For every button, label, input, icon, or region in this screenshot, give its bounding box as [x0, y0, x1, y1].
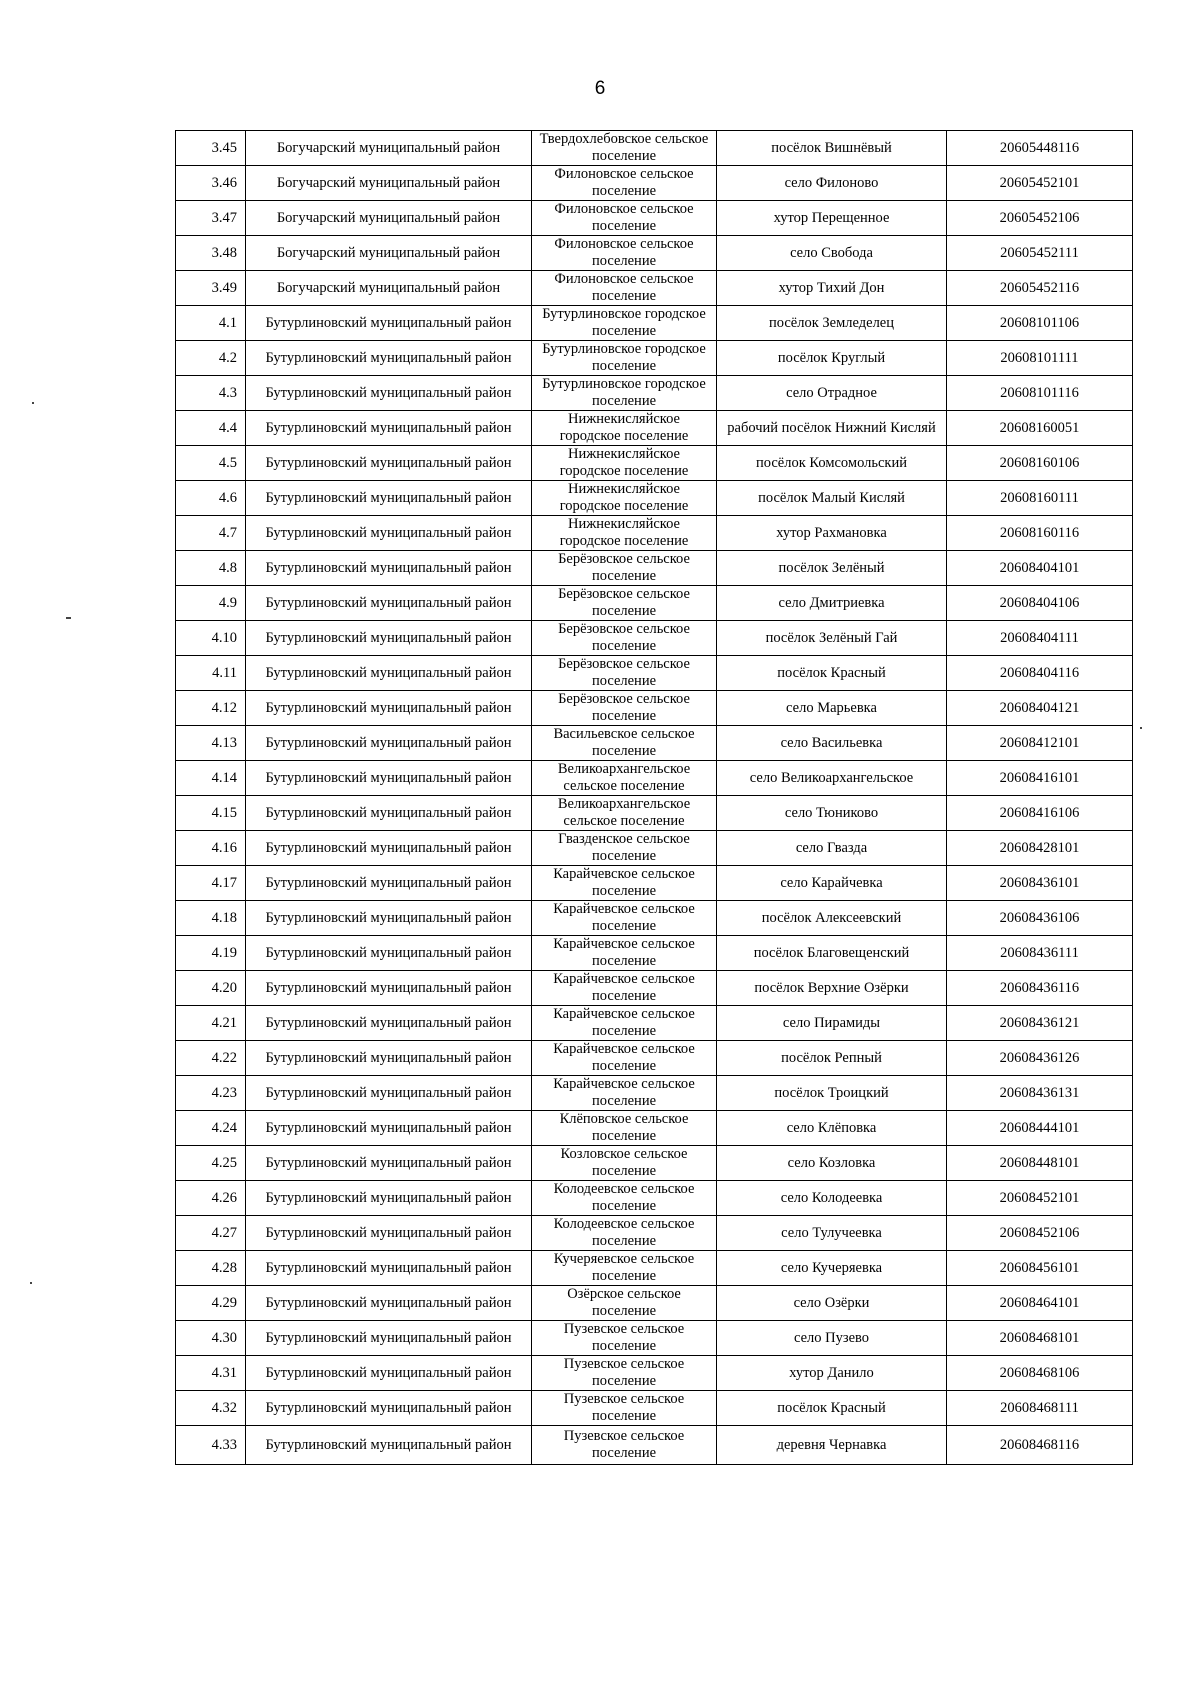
cell-district: Бутурлиновский муниципальный район [246, 796, 532, 831]
cell-oktmo-code: 20605452111 [947, 236, 1133, 271]
table-row [176, 1321, 1133, 1356]
cell-locality: посёлок Круглый [717, 341, 947, 376]
cell-district: Бутурлиновский муниципальный район [246, 411, 532, 446]
cell-number: 4.33 [176, 1426, 246, 1465]
cell-locality: село Филоново [717, 166, 947, 201]
table-row [176, 271, 1133, 306]
cell-oktmo-code: 20608436121 [947, 1006, 1133, 1041]
cell-settlement: Нижнекисляйское городское поселение [532, 481, 717, 516]
cell-number: 4.5 [176, 446, 246, 481]
cell-district: Бутурлиновский муниципальный район [246, 1321, 532, 1356]
cell-district: Бутурлиновский муниципальный район [246, 831, 532, 866]
cell-number: 4.17 [176, 866, 246, 901]
table-row [176, 621, 1133, 656]
cell-district: Бутурлиновский муниципальный район [246, 691, 532, 726]
cell-oktmo-code: 20608412101 [947, 726, 1133, 761]
cell-number: 4.3 [176, 376, 246, 411]
cell-number: 4.7 [176, 516, 246, 551]
cell-locality: село Озёрки [717, 1286, 947, 1321]
cell-settlement: Великоархангельское сельское поселение [532, 796, 717, 831]
table-row [176, 1006, 1133, 1041]
cell-locality: село Гвазда [717, 831, 947, 866]
cell-settlement: Колодеевское сельское поселение [532, 1216, 717, 1251]
cell-oktmo-code: 20608404101 [947, 551, 1133, 586]
cell-number: 4.18 [176, 901, 246, 936]
cell-oktmo-code: 20608452106 [947, 1216, 1133, 1251]
cell-number: 4.2 [176, 341, 246, 376]
cell-number: 4.15 [176, 796, 246, 831]
cell-settlement: Колодеевское сельское поселение [532, 1181, 717, 1216]
cell-number: 4.14 [176, 761, 246, 796]
cell-oktmo-code: 20608404106 [947, 586, 1133, 621]
cell-district: Бутурлиновский муниципальный район [246, 1391, 532, 1426]
cell-settlement: Карайчевское сельское поселение [532, 971, 717, 1006]
cell-number: 4.32 [176, 1391, 246, 1426]
cell-locality: село Васильевка [717, 726, 947, 761]
cell-district: Бутурлиновский муниципальный район [246, 656, 532, 691]
cell-number: 3.48 [176, 236, 246, 271]
cell-settlement: Бутурлиновское городское поселение [532, 306, 717, 341]
cell-settlement: Берёзовское сельское поселение [532, 551, 717, 586]
cell-oktmo-code: 20605448116 [947, 131, 1133, 166]
cell-district: Бутурлиновский муниципальный район [246, 551, 532, 586]
cell-oktmo-code: 20608101116 [947, 376, 1133, 411]
cell-locality: село Колодеевка [717, 1181, 947, 1216]
cell-oktmo-code: 20608464101 [947, 1286, 1133, 1321]
cell-settlement: Берёзовское сельское поселение [532, 586, 717, 621]
cell-district: Бутурлиновский муниципальный район [246, 446, 532, 481]
cell-settlement: Нижнекисляйское городское поселение [532, 411, 717, 446]
table-row [176, 971, 1133, 1006]
cell-locality: посёлок Благовещенский [717, 936, 947, 971]
cell-locality: село Карайчевка [717, 866, 947, 901]
cell-locality: посёлок Зелёный [717, 551, 947, 586]
table-row [176, 1251, 1133, 1286]
cell-oktmo-code: 20608436111 [947, 936, 1133, 971]
cell-locality: посёлок Красный [717, 656, 947, 691]
cell-settlement: Карайчевское сельское поселение [532, 866, 717, 901]
cell-locality: посёлок Зелёный Гай [717, 621, 947, 656]
cell-district: Бутурлиновский муниципальный район [246, 341, 532, 376]
cell-oktmo-code: 20608436101 [947, 866, 1133, 901]
cell-district: Бутурлиновский муниципальный район [246, 866, 532, 901]
cell-locality: село Козловка [717, 1146, 947, 1181]
cell-settlement: Твердохлебовское сельское поселение [532, 131, 717, 166]
cell-settlement: Кучеряевское сельское поселение [532, 1251, 717, 1286]
cell-number: 4.12 [176, 691, 246, 726]
cell-district: Бутурлиновский муниципальный район [246, 726, 532, 761]
cell-settlement: Филоновское сельское поселение [532, 236, 717, 271]
table-row [176, 1391, 1133, 1426]
cell-district: Бутурлиновский муниципальный район [246, 1111, 532, 1146]
cell-district: Бутурлиновский муниципальный район [246, 936, 532, 971]
cell-number: 4.13 [176, 726, 246, 761]
cell-number: 4.10 [176, 621, 246, 656]
cell-oktmo-code: 20605452101 [947, 166, 1133, 201]
table-row [176, 936, 1133, 971]
cell-district: Бутурлиновский муниципальный район [246, 1216, 532, 1251]
cell-number: 4.1 [176, 306, 246, 341]
cell-locality: село Тулучеевка [717, 1216, 947, 1251]
table-row [176, 236, 1133, 271]
cell-oktmo-code: 20608404116 [947, 656, 1133, 691]
cell-locality: село Тюниково [717, 796, 947, 831]
cell-number: 4.30 [176, 1321, 246, 1356]
cell-locality: рабочий посёлок Нижний Кисляй [717, 411, 947, 446]
cell-settlement: Карайчевское сельское поселение [532, 1041, 717, 1076]
cell-number: 4.20 [176, 971, 246, 1006]
cell-number: 4.22 [176, 1041, 246, 1076]
table-row [176, 691, 1133, 726]
cell-oktmo-code: 20608416106 [947, 796, 1133, 831]
cell-number: 4.29 [176, 1286, 246, 1321]
cell-number: 4.9 [176, 586, 246, 621]
table-row [176, 1076, 1133, 1111]
cell-oktmo-code: 20608444101 [947, 1111, 1133, 1146]
table-row [176, 901, 1133, 936]
cell-locality: посёлок Комсомольский [717, 446, 947, 481]
cell-district: Бутурлиновский муниципальный район [246, 1006, 532, 1041]
scan-speck [1140, 727, 1142, 729]
cell-locality: село Великоархангельское [717, 761, 947, 796]
cell-number: 3.49 [176, 271, 246, 306]
cell-number: 3.46 [176, 166, 246, 201]
table-row [176, 586, 1133, 621]
table-row [176, 1041, 1133, 1076]
cell-settlement: Берёзовское сельское поселение [532, 691, 717, 726]
cell-oktmo-code: 20608436116 [947, 971, 1133, 1006]
cell-settlement: Филоновское сельское поселение [532, 201, 717, 236]
cell-locality: посёлок Земледелец [717, 306, 947, 341]
cell-locality: деревня Чернавка [717, 1426, 947, 1465]
table-row [176, 166, 1133, 201]
table-body [176, 131, 1133, 1465]
cell-locality: село Клёповка [717, 1111, 947, 1146]
cell-oktmo-code: 20608468106 [947, 1356, 1133, 1391]
table-row [176, 341, 1133, 376]
cell-oktmo-code: 20608428101 [947, 831, 1133, 866]
table-row [176, 656, 1133, 691]
cell-district: Бутурлиновский муниципальный район [246, 1041, 532, 1076]
cell-oktmo-code: 20608160116 [947, 516, 1133, 551]
cell-locality: посёлок Алексеевский [717, 901, 947, 936]
cell-district: Бутурлиновский муниципальный район [246, 516, 532, 551]
table-row [176, 446, 1133, 481]
cell-district: Богучарский муниципальный район [246, 201, 532, 236]
cell-settlement: Филоновское сельское поселение [532, 271, 717, 306]
cell-number: 4.26 [176, 1181, 246, 1216]
cell-oktmo-code: 20605452106 [947, 201, 1133, 236]
cell-locality: посёлок Красный [717, 1391, 947, 1426]
cell-number: 3.45 [176, 131, 246, 166]
cell-oktmo-code: 20608160111 [947, 481, 1133, 516]
table-row [176, 1181, 1133, 1216]
scan-speck [66, 617, 71, 619]
cell-oktmo-code: 20608160106 [947, 446, 1133, 481]
cell-district: Бутурлиновский муниципальный район [246, 1181, 532, 1216]
cell-district: Богучарский муниципальный район [246, 236, 532, 271]
cell-district: Богучарский муниципальный район [246, 166, 532, 201]
cell-district: Бутурлиновский муниципальный район [246, 1076, 532, 1111]
cell-settlement: Карайчевское сельское поселение [532, 1006, 717, 1041]
table-row [176, 831, 1133, 866]
cell-district: Бутурлиновский муниципальный район [246, 1426, 532, 1465]
cell-settlement: Пузевское сельское поселение [532, 1321, 717, 1356]
cell-district: Бутурлиновский муниципальный район [246, 1356, 532, 1391]
cell-oktmo-code: 20608456101 [947, 1251, 1133, 1286]
table-row [176, 761, 1133, 796]
cell-locality: село Отрадное [717, 376, 947, 411]
cell-settlement: Великоархангельское сельское поселение [532, 761, 717, 796]
cell-number: 4.6 [176, 481, 246, 516]
table-row [176, 866, 1133, 901]
cell-number: 4.21 [176, 1006, 246, 1041]
table-row [176, 481, 1133, 516]
table-row [176, 1216, 1133, 1251]
table-row [176, 201, 1133, 236]
table-row [176, 516, 1133, 551]
cell-locality: село Пузево [717, 1321, 947, 1356]
cell-settlement: Бутурлиновское городское поселение [532, 376, 717, 411]
cell-district: Бутурлиновский муниципальный район [246, 761, 532, 796]
cell-district: Бутурлиновский муниципальный район [246, 1251, 532, 1286]
cell-settlement: Гвазденское сельское поселение [532, 831, 717, 866]
cell-locality: посёлок Вишнёвый [717, 131, 947, 166]
table-row [176, 551, 1133, 586]
cell-district: Богучарский муниципальный район [246, 271, 532, 306]
table-row [176, 376, 1133, 411]
cell-district: Бутурлиновский муниципальный район [246, 621, 532, 656]
cell-number: 4.27 [176, 1216, 246, 1251]
table-row [176, 1286, 1133, 1321]
cell-settlement: Карайчевское сельское поселение [532, 1076, 717, 1111]
cell-district: Бутурлиновский муниципальный район [246, 1146, 532, 1181]
page-number: 6 [594, 78, 606, 99]
cell-settlement: Пузевское сельское поселение [532, 1426, 717, 1465]
cell-number: 4.4 [176, 411, 246, 446]
table-row [176, 1111, 1133, 1146]
cell-oktmo-code: 20608468116 [947, 1426, 1133, 1465]
cell-settlement: Клёповское сельское поселение [532, 1111, 717, 1146]
cell-number: 3.47 [176, 201, 246, 236]
cell-settlement: Козловское сельское поселение [532, 1146, 717, 1181]
cell-district: Бутурлиновский муниципальный район [246, 1286, 532, 1321]
cell-number: 4.16 [176, 831, 246, 866]
cell-number: 4.8 [176, 551, 246, 586]
cell-settlement: Васильевское сельское поселение [532, 726, 717, 761]
cell-oktmo-code: 20608468101 [947, 1321, 1133, 1356]
cell-locality: хутор Данило [717, 1356, 947, 1391]
cell-locality: хутор Рахмановка [717, 516, 947, 551]
cell-oktmo-code: 20605452116 [947, 271, 1133, 306]
cell-settlement: Филоновское сельское поселение [532, 166, 717, 201]
cell-oktmo-code: 20608448101 [947, 1146, 1133, 1181]
table-row [176, 1146, 1133, 1181]
scan-speck [32, 402, 34, 404]
cell-settlement: Нижнекисляйское городское поселение [532, 446, 717, 481]
cell-settlement: Пузевское сельское поселение [532, 1356, 717, 1391]
cell-locality: хутор Тихий Дон [717, 271, 947, 306]
cell-locality: посёлок Верхние Озёрки [717, 971, 947, 1006]
cell-number: 4.31 [176, 1356, 246, 1391]
cell-settlement: Нижнекисляйское городское поселение [532, 516, 717, 551]
cell-locality: село Марьевка [717, 691, 947, 726]
cell-settlement: Карайчевское сельское поселение [532, 901, 717, 936]
table-row [176, 411, 1133, 446]
cell-oktmo-code: 20608436106 [947, 901, 1133, 936]
cell-district: Богучарский муниципальный район [246, 131, 532, 166]
cell-district: Бутурлиновский муниципальный район [246, 306, 532, 341]
cell-district: Бутурлиновский муниципальный район [246, 971, 532, 1006]
cell-locality: посёлок Репный [717, 1041, 947, 1076]
cell-district: Бутурлиновский муниципальный район [246, 376, 532, 411]
cell-oktmo-code: 20608404111 [947, 621, 1133, 656]
cell-oktmo-code: 20608436131 [947, 1076, 1133, 1111]
cell-oktmo-code: 20608416101 [947, 761, 1133, 796]
cell-number: 4.23 [176, 1076, 246, 1111]
cell-oktmo-code: 20608452101 [947, 1181, 1133, 1216]
cell-oktmo-code: 20608436126 [947, 1041, 1133, 1076]
cell-locality: село Свобода [717, 236, 947, 271]
cell-locality: село Дмитриевка [717, 586, 947, 621]
cell-locality: село Пирамиды [717, 1006, 947, 1041]
cell-oktmo-code: 20608404121 [947, 691, 1133, 726]
cell-locality: село Кучеряевка [717, 1251, 947, 1286]
table-row [176, 796, 1133, 831]
cell-settlement: Озёрское сельское поселение [532, 1286, 717, 1321]
cell-settlement: Пузевское сельское поселение [532, 1391, 717, 1426]
table-row [176, 306, 1133, 341]
cell-district: Бутурлиновский муниципальный район [246, 901, 532, 936]
localities-table [175, 130, 1133, 1465]
table-row [176, 1426, 1133, 1465]
cell-oktmo-code: 20608101106 [947, 306, 1133, 341]
cell-settlement: Карайчевское сельское поселение [532, 936, 717, 971]
cell-district: Бутурлиновский муниципальный район [246, 481, 532, 516]
cell-oktmo-code: 20608101111 [947, 341, 1133, 376]
cell-locality: посёлок Троицкий [717, 1076, 947, 1111]
cell-oktmo-code: 20608160051 [947, 411, 1133, 446]
cell-number: 4.28 [176, 1251, 246, 1286]
cell-settlement: Берёзовское сельское поселение [532, 656, 717, 691]
table-row [176, 726, 1133, 761]
cell-oktmo-code: 20608468111 [947, 1391, 1133, 1426]
cell-number: 4.11 [176, 656, 246, 691]
cell-district: Бутурлиновский муниципальный район [246, 586, 532, 621]
cell-locality: хутор Перещенное [717, 201, 947, 236]
cell-settlement: Берёзовское сельское поселение [532, 621, 717, 656]
table-row [176, 1356, 1133, 1391]
cell-number: 4.24 [176, 1111, 246, 1146]
cell-number: 4.19 [176, 936, 246, 971]
table-row [176, 131, 1133, 166]
cell-locality: посёлок Малый Кисляй [717, 481, 947, 516]
scan-speck [30, 1282, 32, 1284]
cell-number: 4.25 [176, 1146, 246, 1181]
cell-settlement: Бутурлиновское городское поселение [532, 341, 717, 376]
